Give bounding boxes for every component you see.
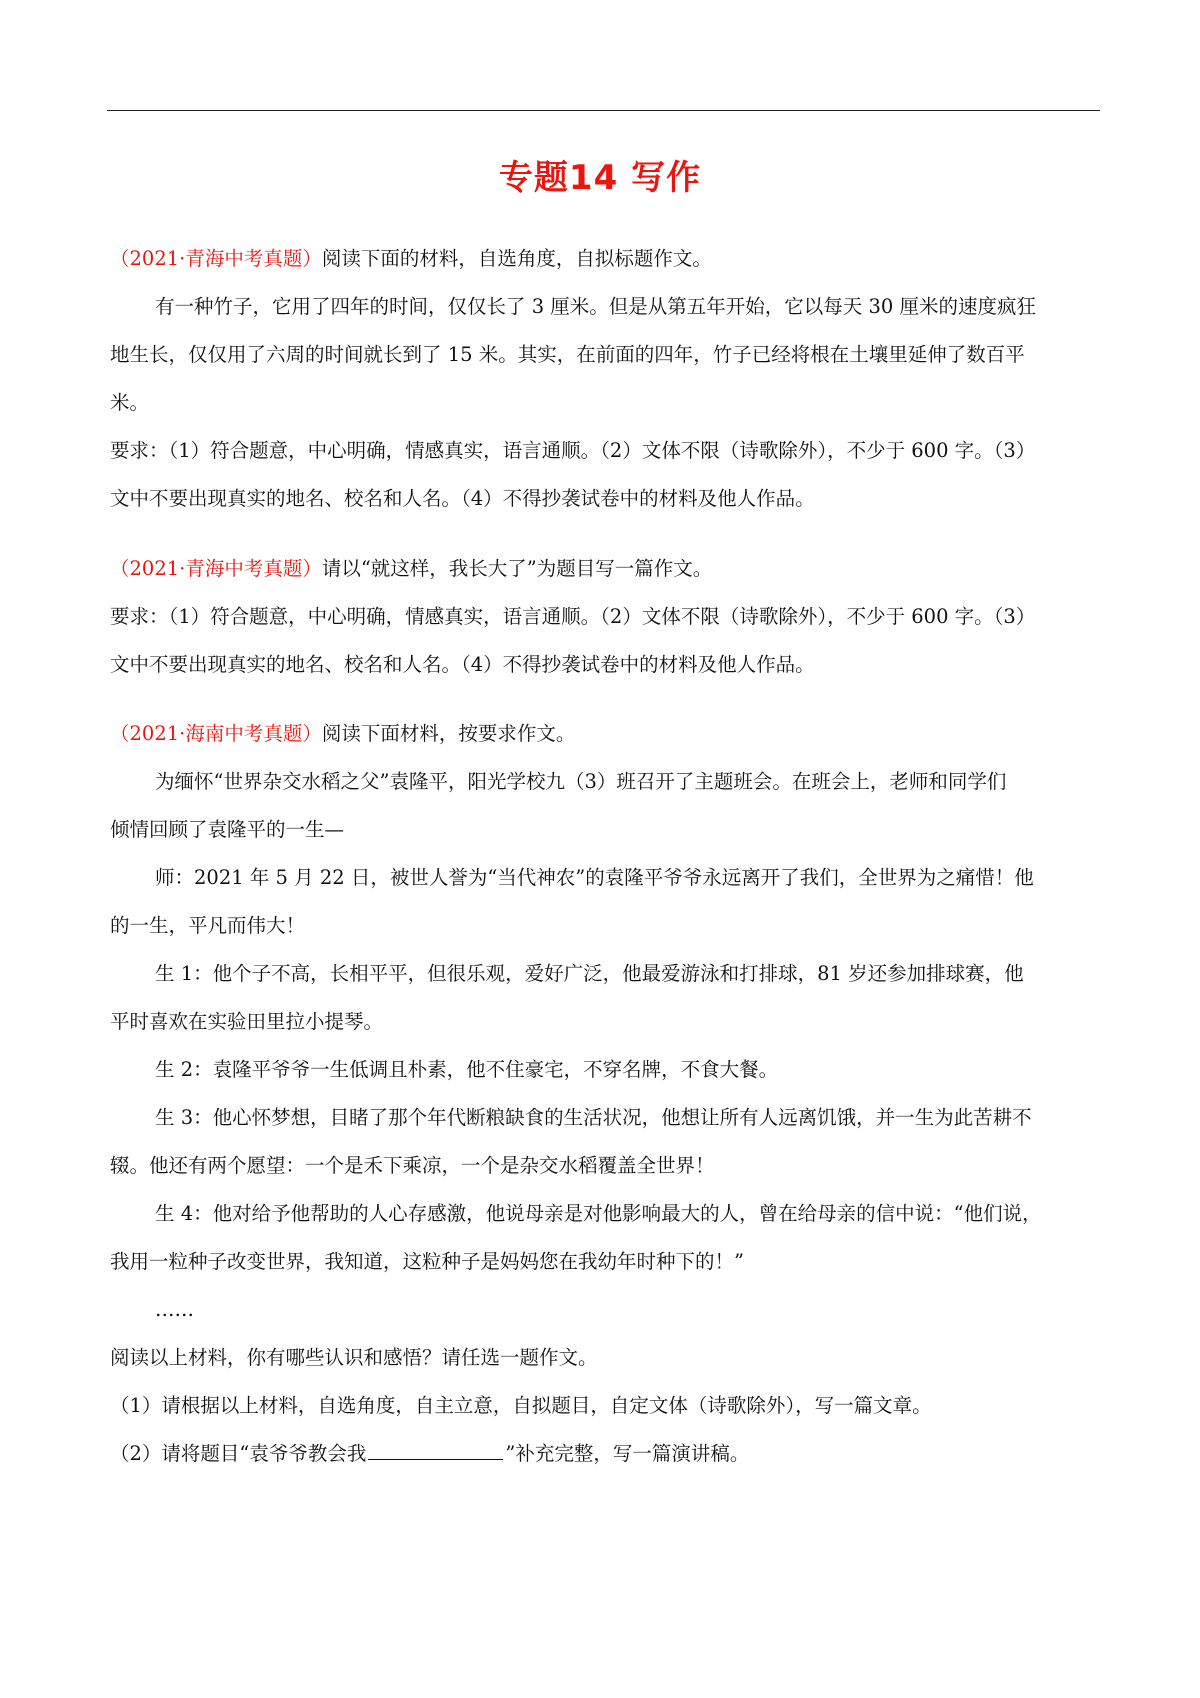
- q3-option-2-text: （2）请将题目“袁爷爷教会我: [110, 1442, 367, 1465]
- q3-material: [110, 758, 1100, 1334]
- q1-material-line: 有一种竹子，它用了四年的时间，仅仅长了 3 厘米。但是从第五年开始，它以每天 30 厘米的速度疯狂: [155, 295, 1037, 318]
- q2-requirement-line: 文中不要出现真实的地名、校名和人名。（4）不得抄袭试卷中的材料及他人作品。: [110, 653, 815, 676]
- question-3-source: （2021·海南中考真题）: [110, 722, 322, 745]
- q2-requirement-line: 要求：（1）符合题意，中心明确，情感真实，语言通顺。（2）文体不限（诗歌除外），不少于 600 字。（3）: [110, 605, 1036, 628]
- q3-material-line: 生 3：他心怀梦想，目睹了那个年代断粮缺食的生活状况，他想让所有人远离饥饿，并一生为此苦耕不: [155, 1106, 1032, 1129]
- q3-material-line: 我用一粒种子改变世界，我知道，这粒种子是妈妈您在我幼年时种下的！”: [110, 1250, 744, 1273]
- question-3-prompt: 阅读下面材料，按要求作文。: [321, 722, 576, 745]
- q3-material-line: 倾情回顾了袁隆平的一生—: [110, 818, 345, 841]
- page-title: 专题14 写作: [498, 158, 702, 198]
- question-2: [110, 545, 1100, 689]
- q3-material-line: ……: [155, 1298, 194, 1321]
- question-2-header: [110, 545, 1100, 593]
- question-1: [110, 235, 1100, 523]
- fill-in-blank: [368, 1437, 503, 1460]
- question-1-source: （2021·青海中考真题）: [110, 247, 322, 270]
- q1-material-line: 地生长，仅仅用了六周的时间就长到了 15 米。其实，在前面的四年，竹子已经将根在土壤里延伸了数百平: [110, 343, 1025, 366]
- q3-material-line: 生 2：袁隆平爷爷一生低调且朴素，他不住豪宅，不穿名牌，不食大餐。: [155, 1058, 779, 1081]
- question-2-prompt: 请以“就这样，我长大了”为题目写一篇作文。: [321, 557, 713, 580]
- q3-material-line: 生 4：他对给予他帮助的人心存感激，他说母亲是对他影响最大的人，曾在给母亲的信中说：“他们说，: [155, 1202, 1042, 1225]
- q3-material-line: 为缅怀“世界杂交水稻之父”袁隆平，阳光学校九（3）班召开了主题班会。在班会上，老师和同学们: [155, 770, 1007, 793]
- question-2-source: （2021·青海中考真题）: [110, 557, 322, 580]
- question-3: [110, 710, 1100, 1478]
- q1-material-line: 米。: [110, 391, 150, 414]
- q3-task: 阅读以上材料，你有哪些认识和感悟？请任选一题作文。: [110, 1346, 598, 1369]
- q1-requirement-line: 文中不要出现真实的地名、校名和人名。（4）不得抄袭试卷中的材料及他人作品。: [110, 487, 815, 510]
- q1-requirement-line: 要求：（1）符合题意，中心明确，情感真实，语言通顺。（2）文体不限（诗歌除外），不少于 600 字。（3）: [110, 439, 1036, 462]
- q3-material-line: 生 1：他个子不高，长相平平，但很乐观，爱好广泛，他最爱游泳和打排球，81 岁还参加排球赛，他: [155, 962, 1024, 985]
- question-1-prompt: 阅读下面的材料，自选角度，自拟标题作文。: [321, 247, 712, 270]
- q3-option-2: [110, 1430, 1100, 1478]
- question-3-header: [110, 710, 1100, 758]
- q3-material-line: 的一生，平凡而伟大！: [110, 914, 306, 937]
- question-1-header: [110, 235, 1100, 283]
- q3-material-line: 师：2021 年 5 月 22 日，被世人誉为“当代神农”的袁隆平爷爷永远离开了我们，全世界为之痛惜！他: [155, 866, 1034, 889]
- q3-material-line: 辍。他还有两个愿望：一个是禾下乘凉，一个是杂交水稻覆盖全世界！: [110, 1154, 715, 1177]
- q3-option-2-text: ”补充完整，写一篇演讲稿。: [505, 1442, 750, 1465]
- header-rule: [107, 110, 1100, 111]
- q3-material-line: 平时喜欢在实验田里拉小提琴。: [110, 1010, 384, 1033]
- q3-option-1: （1）请根据以上材料，自选角度，自主立意，自拟题目，自定文体（诗歌除外），写一篇文章。: [110, 1394, 932, 1417]
